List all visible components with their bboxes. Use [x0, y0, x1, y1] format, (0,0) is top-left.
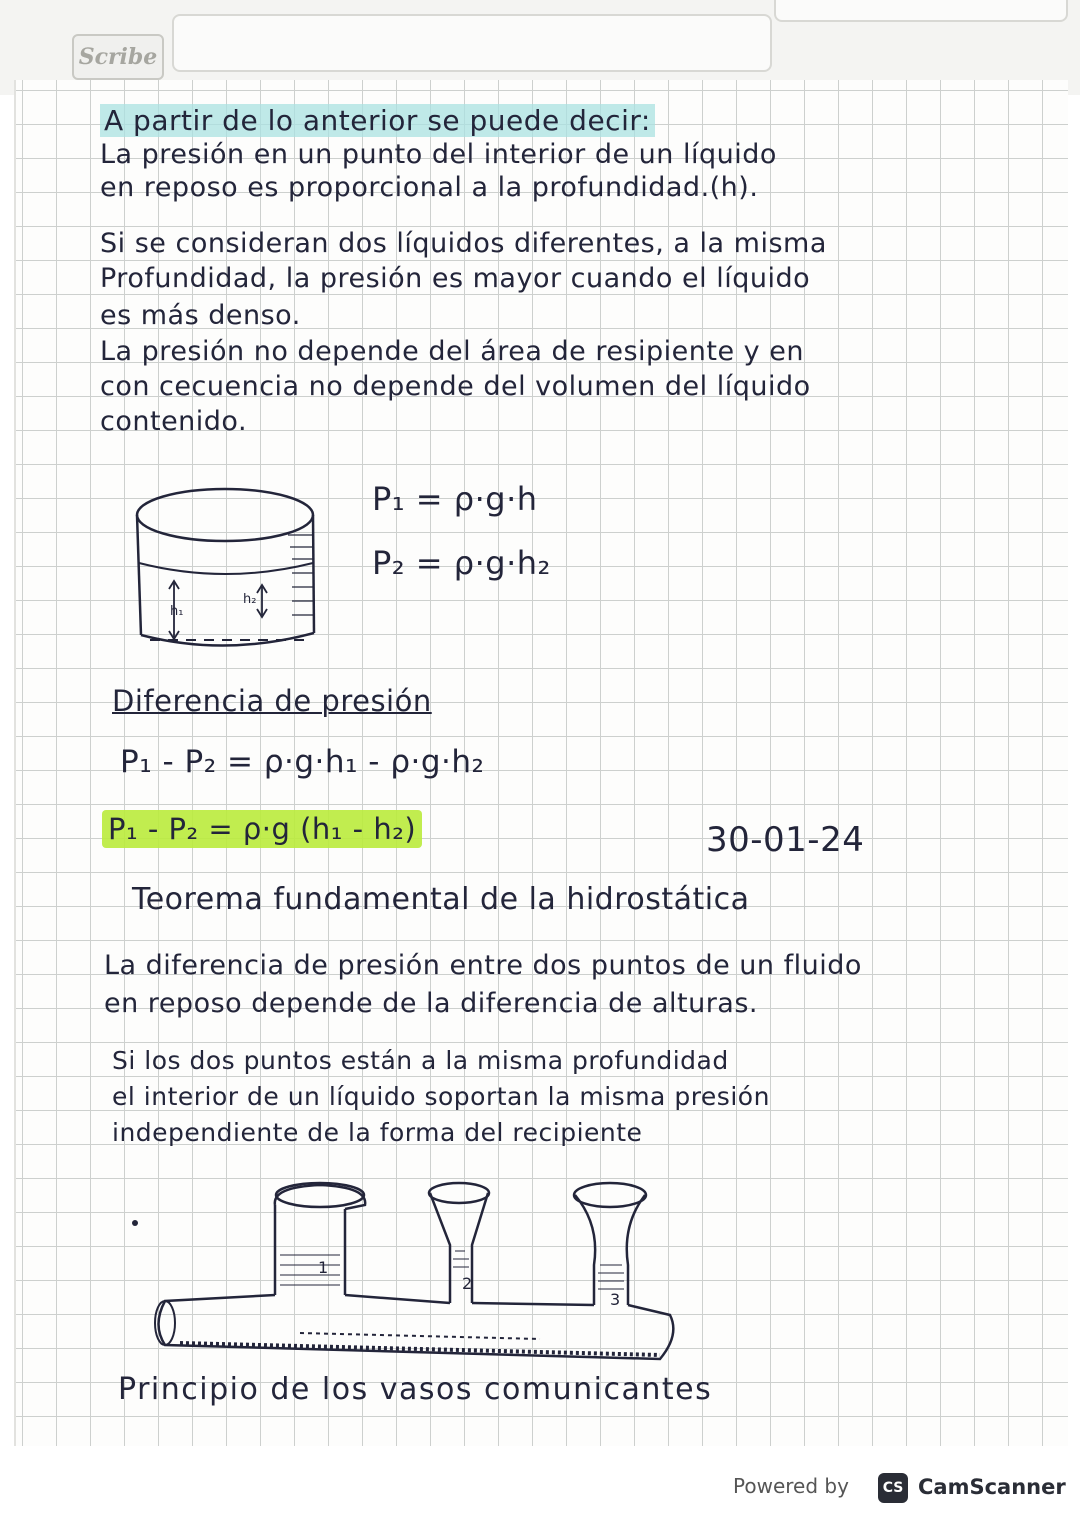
- camscanner-name: CamScanner: [918, 1475, 1066, 1499]
- depth-label-h2: h₂: [243, 592, 257, 607]
- powered-by-text: Powered by: [733, 1474, 849, 1498]
- note-line: La presión en un punto del interior de un líquido: [100, 139, 777, 170]
- principle-caption: Principio de los vasos comunicantes: [118, 1372, 713, 1407]
- note-line: en reposo es proporcional a la profundidad.(h).: [100, 172, 759, 203]
- note-line: contenido.: [100, 406, 248, 437]
- note-line: independiente de la forma del recipiente: [112, 1118, 643, 1147]
- highlighted-equation: P₁ - P₂ = ρ·g (h₁ - h₂): [102, 810, 422, 848]
- notebook-tab-left: [172, 14, 772, 72]
- communicating-vessels-diagram: [120, 1165, 720, 1375]
- note-line: Si se consideran dos líquidos diferentes, a la misma: [100, 228, 827, 259]
- note-line: La diferencia de presión entre dos puntos de un fluido: [104, 950, 862, 981]
- note-line: La presión no depende del área de resipiente y en: [100, 336, 804, 367]
- formula-p1: P₁ = ρ·g·h: [372, 480, 538, 518]
- pressure-difference-equation: P₁ - P₂ = ρ·g·h₁ - ρ·g·h₂: [120, 744, 485, 780]
- note-line: [100, 104, 655, 137]
- note-line: Si los dos puntos están a la misma profundidad: [112, 1046, 729, 1075]
- vessel-label: 1: [318, 1258, 329, 1277]
- note-line: Profundidad, la presión es mayor cuando el líquido: [100, 263, 811, 294]
- note-line: es más denso.: [100, 300, 301, 331]
- note-date: 30-01-24: [706, 820, 865, 860]
- note-line: el interior de un líquido soportan la misma presión: [112, 1082, 770, 1111]
- pressure-difference-result: [102, 812, 422, 846]
- notebook-tab-right: [774, 0, 1068, 22]
- section-title: Diferencia de presión: [112, 684, 432, 718]
- container-depth-diagram: [130, 475, 330, 665]
- vessel-label: 3: [610, 1290, 621, 1309]
- highlighted-line: A partir de lo anterior se puede decir:: [100, 104, 655, 137]
- note-line: con cecuencia no depende del volumen del líquido: [100, 371, 811, 402]
- camscanner-logo-icon: CS: [878, 1473, 908, 1503]
- vessel-label: 2: [462, 1274, 473, 1293]
- theorem-title: Teorema fundamental de la hidrostática: [132, 882, 750, 917]
- notebook-brand-logo: Scribe: [72, 34, 164, 80]
- note-line: en reposo depende de la diferencia de alturas.: [104, 988, 758, 1019]
- depth-label-h1: h₁: [170, 604, 184, 619]
- formula-p2: P₂ = ρ·g·h₂: [372, 544, 551, 582]
